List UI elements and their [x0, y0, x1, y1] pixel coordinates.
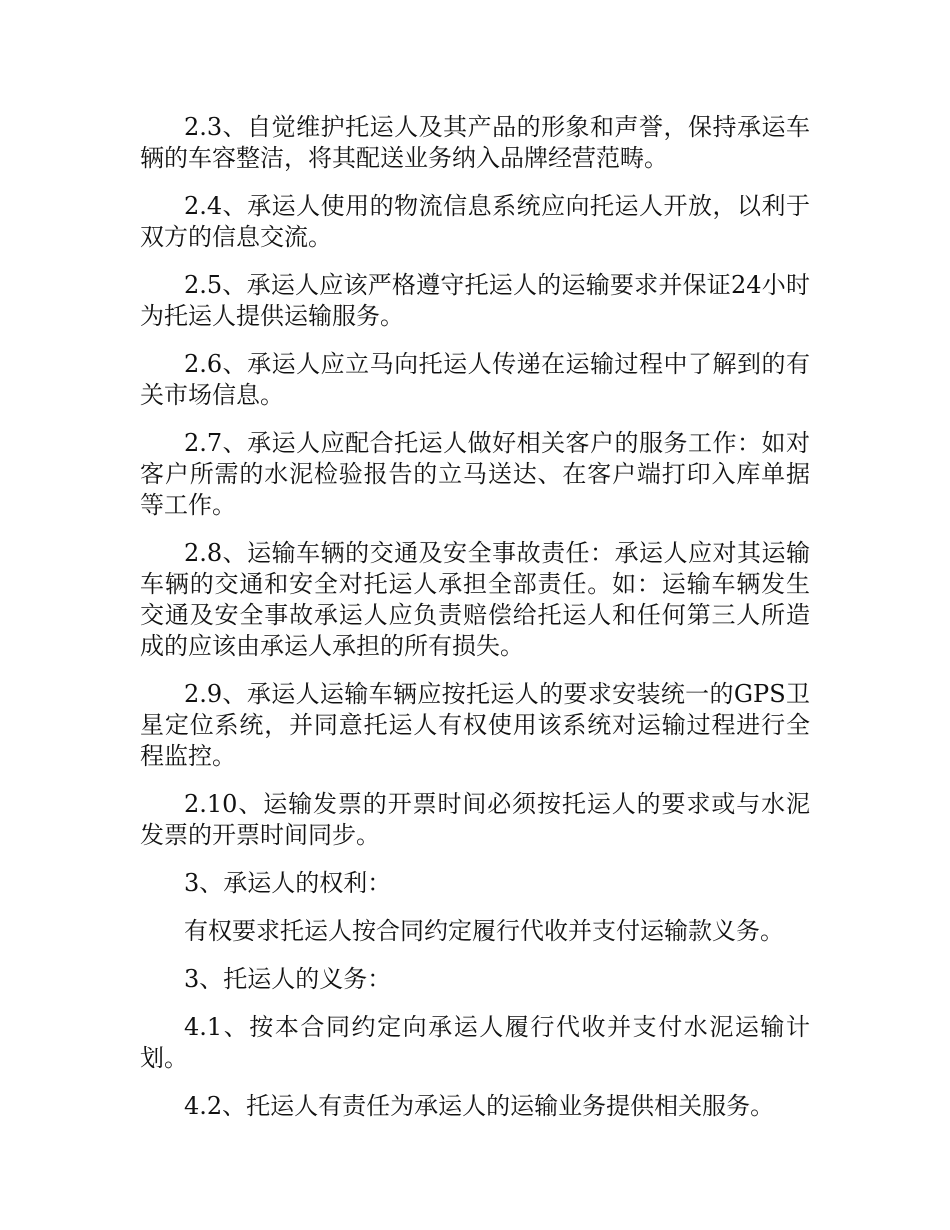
paragraph-2-10: 2.10、运输发票的开票时间必须按托运人的要求或与水泥发票的开票时间同步。: [140, 790, 810, 849]
document-body: [140, 112, 810, 1139]
section-shipper-obligations-heading: 3、托运人的义务：: [184, 965, 392, 993]
paragraph-2-4: 2.4、承运人使用的物流信息系统应向托运人开放，以利于双方的信息交流。: [140, 192, 810, 251]
paragraph-4-2: 4.2、托运人有责任为承运人的运输业务提供相关服务。: [184, 1092, 775, 1120]
paragraph-2-8: 2.8、运输车辆的交通及安全事故责任：承运人应对其运输车辆的交通和安全对托运人承担全部责任。如：运输车辆发生交通及安全事故承运人应负责赔偿给托运人和任何第三人所造成的应该由承运人承担的所有损失。: [140, 539, 810, 660]
paragraph-2-5: 2.5、承运人应该严格遵守托运人的运输要求并保证24小时为托运人提供运输服务。: [140, 271, 810, 330]
paragraph-2-3: 2.3、自觉维护托运人及其产品的形象和声誉，保持承运车辆的车容整洁，将其配送业务纳入品牌经营范畴。: [140, 113, 810, 172]
paragraph-2-6: 2.6、承运人应立马向托运人传递在运输过程中了解到的有关市场信息。: [140, 350, 810, 409]
paragraph-2-7: 2.7、承运人应配合托运人做好相关客户的服务工作：如对客户所需的水泥检验报告的立马送达、在客户端打印入库单据等工作。: [140, 429, 810, 519]
section-carrier-rights-heading: 3、承运人的权利：: [184, 869, 392, 897]
paragraph-carrier-rights: 有权要求托运人按合同约定履行代收并支付运输款义务。: [184, 917, 784, 945]
paragraph-4-1: 4.1、按本合同约定向承运人履行代收并支付水泥运输计划。: [140, 1013, 810, 1072]
paragraph-2-9: 2.9、承运人运输车辆应按托运人的要求安装统一的GPS卫星定位系统，并同意托运人有权使用该系统对运输过程进行全程监控。: [140, 680, 810, 770]
